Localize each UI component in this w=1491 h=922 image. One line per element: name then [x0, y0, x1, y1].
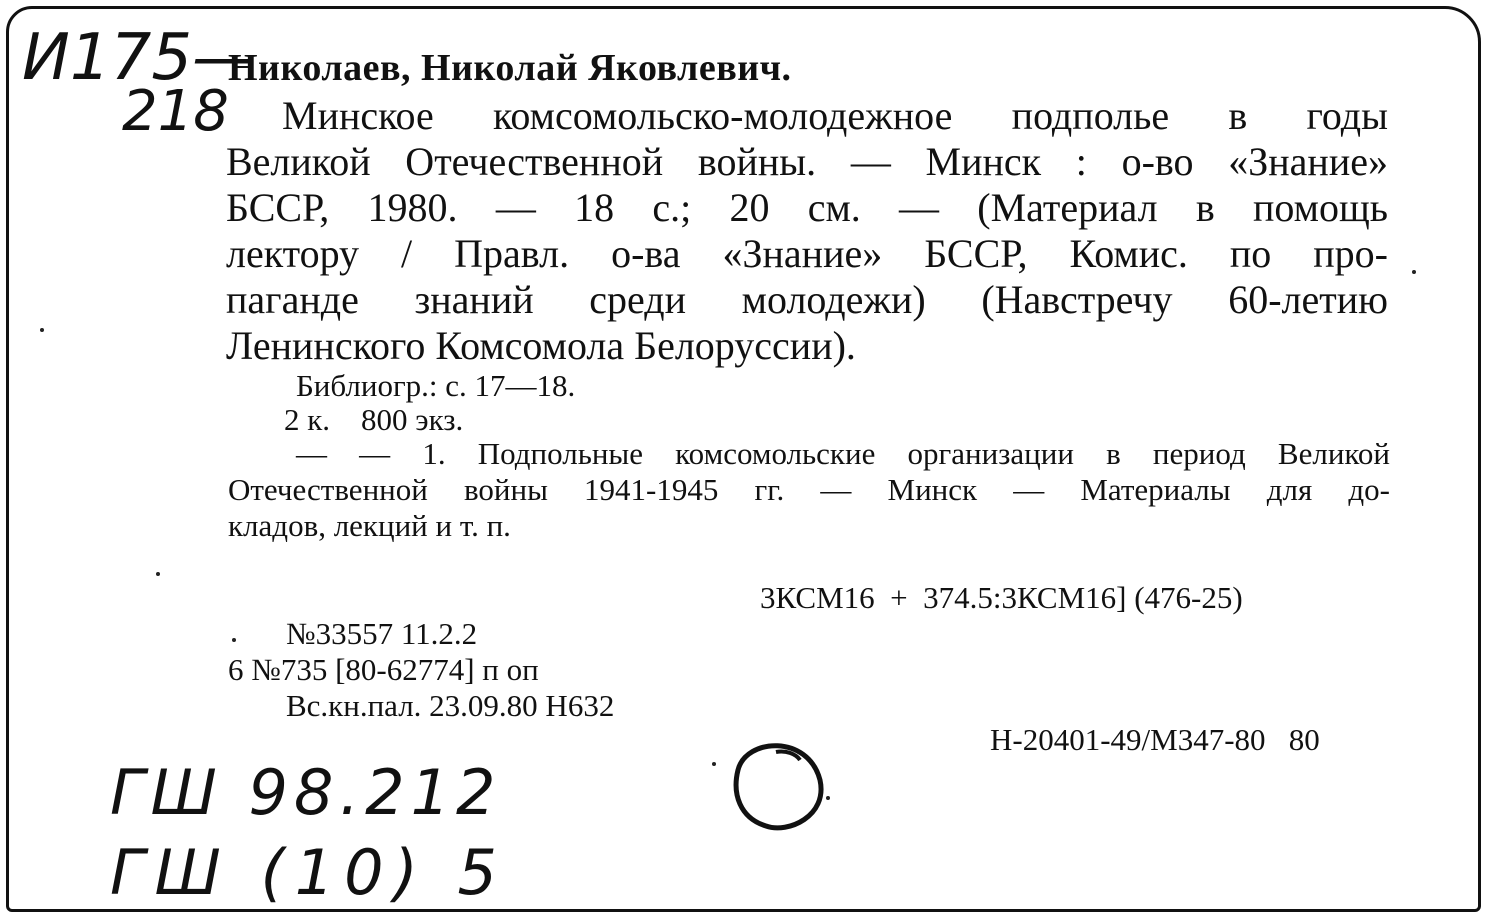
classification-index: 3КСМ16 + 374.5:3КСМ16] (476-25) [760, 580, 1243, 615]
punch-hole-icon [716, 730, 836, 840]
description-line: Минское комсомольско-молодежное подполье в годы [282, 93, 1388, 138]
scan-speck [1412, 270, 1416, 274]
author-heading: Николаев, Николай Яковлевич. [228, 47, 792, 89]
subject-line: — — 1. Подпольные комсомольские организации в период Великой [296, 436, 1390, 471]
order-line: 6 №735 [80-62774] п оп [228, 652, 539, 687]
catalog-code: Н-20401-49/М347-80 80 [990, 722, 1320, 757]
description-line: Ленинского Комсомола Белоруссии). [226, 323, 856, 368]
description-line: Великой Отечественной войны. — Минск : о-во «Знание» [226, 139, 1388, 184]
description-line: паганде знаний среди молодежи) (Навстречу 60-летию [226, 277, 1388, 322]
subject-line: кладов, лекций и т. п. [228, 508, 511, 543]
scan-speck [712, 762, 716, 766]
handwritten-shelf-mark: ГШ (10) 5 [110, 836, 507, 909]
book-chamber-line: Вс.кн.пал. 23.09.80 Н632 [286, 688, 615, 723]
handwritten-call-number-sub: 218 [122, 79, 229, 144]
description-line: БССР, 1980. — 18 с.; 20 см. — (Материал в помощь [226, 185, 1388, 230]
scan-speck [156, 572, 160, 576]
record-number: №33557 11.2.2 [286, 616, 478, 651]
handwritten-shelf-mark: ГШ 98.212 [110, 756, 502, 829]
bibliography-note: Библиогр.: с. 17—18. [296, 368, 576, 403]
scan-speck [40, 328, 44, 332]
price-and-copies: 2 к. 800 экз. [284, 402, 464, 437]
handwritten-call-number: И175— [22, 21, 257, 95]
description-line: лектору / Правл. о-ва «Знание» БССР, Комис. по про- [226, 231, 1388, 276]
scan-speck [232, 638, 236, 642]
scan-speck [826, 796, 830, 800]
subject-line: Отечественной войны 1941-1945 гг. — Минск — Материалы для до- [228, 472, 1390, 507]
